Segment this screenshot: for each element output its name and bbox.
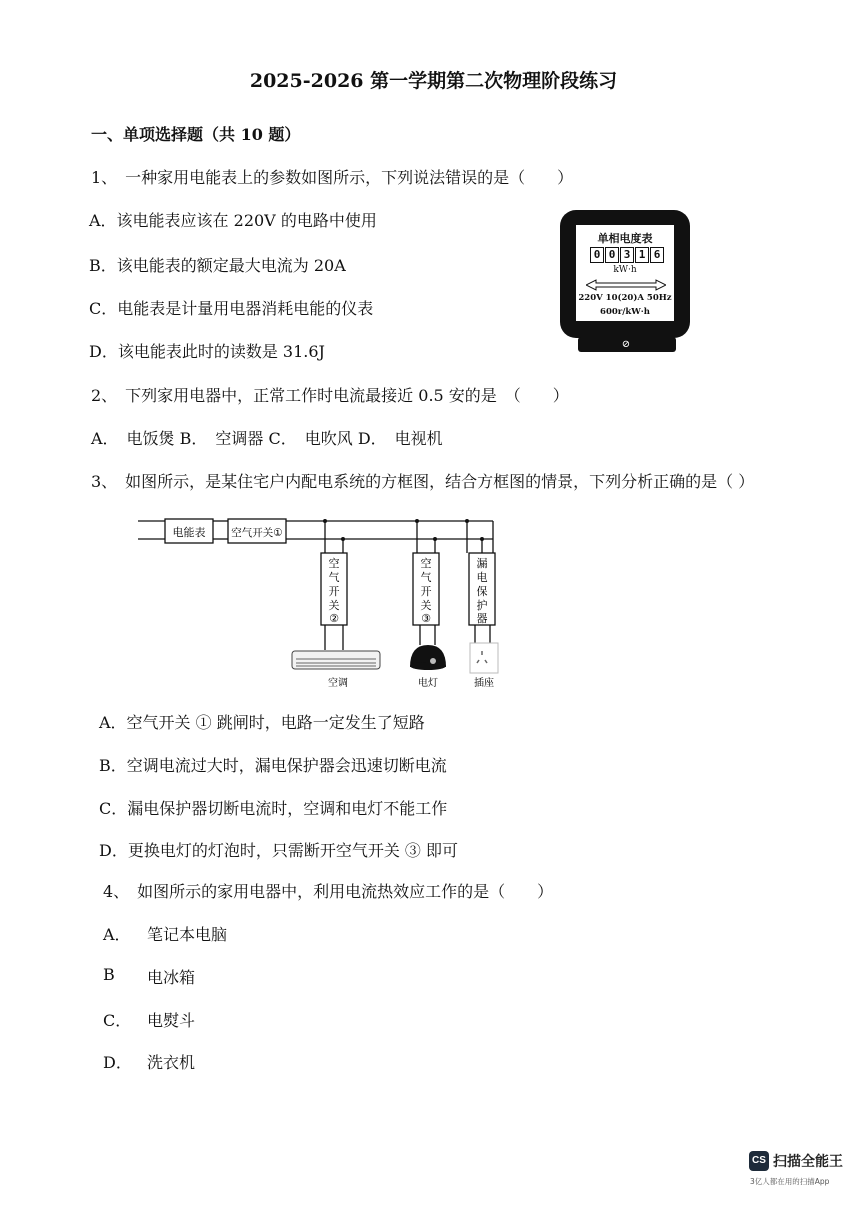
distribution-circuit-diagram <box>130 505 510 693</box>
question-3-option-a: A．空气开关 ① 跳闸时，电路一定发生了短路 <box>99 713 425 732</box>
diagram-switch-3-char: ③ <box>421 612 431 625</box>
question-4-option-d-letter: D． <box>103 1053 132 1072</box>
question-2-text: 2、 下列家用电器中，正常工作时电流最接近 0.5 安的是 （ ） <box>91 386 569 405</box>
diagram-load-lamp-label: 电灯 <box>418 678 438 689</box>
electric-meter-figure <box>560 210 690 338</box>
meter-unit: kW·h <box>613 265 637 275</box>
meter-title: 单相电度表 <box>597 232 653 245</box>
diagram-switch-2-char: ② <box>329 612 339 625</box>
lamp-icon <box>410 645 446 670</box>
socket-icon <box>470 643 498 673</box>
diagram-load-aircon-label: 空调 <box>328 678 348 689</box>
question-4-option-a-letter: A． <box>103 925 131 944</box>
diagram-switch-1-label: 空气开关① <box>231 527 283 539</box>
question-4-option-c-letter: C． <box>103 1011 132 1030</box>
scanner-logo-icon: CS <box>749 1151 769 1171</box>
question-1-text: 1、 一种家用电能表上的参数如图所示，下列说法错误的是（ ） <box>91 168 574 187</box>
question-1-option-c: C．电能表是计量用电器消耗电能的仪表 <box>89 299 374 318</box>
question-4-option-c-text: 电熨斗 <box>147 1011 196 1030</box>
page-title: 2025-2026 第一学期第二次物理阶段练习 <box>249 70 618 92</box>
scanner-app-tagline: 3亿人都在用的扫描App <box>750 1177 830 1186</box>
meter-digit: 0 <box>605 247 619 263</box>
question-2-options: A． 电饭煲 B． 空调器 C． 电吹风 D． 电视机 <box>91 429 443 448</box>
question-4-option-d-text: 洗衣机 <box>147 1053 196 1072</box>
question-4-option-b-letter: B <box>103 965 115 984</box>
meter-digits <box>590 247 665 263</box>
meter-digit: 1 <box>635 247 649 263</box>
question-3-option-b: B．空调电流过大时，漏电保护器会迅速切断电流 <box>99 756 447 775</box>
meter-digit: 0 <box>590 247 604 263</box>
question-4-text: 4、 如图所示的家用电器中，利用电流热效应工作的是（ ） <box>103 882 554 901</box>
question-1-option-d: D．该电能表此时的读数是 31.6J <box>89 342 325 361</box>
diagram-protector-char: 电 <box>476 571 488 584</box>
diagram-protector-char: 器 <box>476 612 488 625</box>
diagram-switch-3-char: 关 <box>420 599 432 612</box>
question-4-option-a-text: 笔记本电脑 <box>147 925 228 944</box>
diagram-protector-char: 保 <box>476 585 488 598</box>
question-3-option-d: D．更换电灯的灯泡时，只需断开空气开关 ③ 即可 <box>99 841 459 860</box>
diagram-switch-2-char: 空 <box>328 557 340 570</box>
question-3-text: 3、 如图所示，是某住宅户内配电系统的方框图，结合方框图的情景，下列分析正确的是（ ） <box>91 472 755 491</box>
diagram-protector-char: 漏 <box>476 557 488 570</box>
diagram-switch-3-char: 气 <box>420 571 432 584</box>
meter-digit: 6 <box>650 247 664 263</box>
diagram-switch-2-char: 气 <box>328 571 340 584</box>
diagram-switch-3-char: 空 <box>420 557 432 570</box>
meter-face <box>574 223 676 323</box>
meter-arrow-icon <box>586 279 666 291</box>
question-3-option-c: C．漏电保护器切断电流时，空调和电灯不能工作 <box>99 799 448 818</box>
diagram-load-socket-label: 插座 <box>474 678 494 689</box>
meter-spec-rating: 220V 10(20)A 50Hz <box>578 293 672 303</box>
diagram-switch-2-char: 关 <box>328 599 340 612</box>
meter-digit: 3 <box>620 247 634 263</box>
diagram-meter-label: 电能表 <box>172 526 206 539</box>
diagram-switch-3-char: 开 <box>420 585 432 598</box>
diagram-switch-2-char: 开 <box>328 585 340 598</box>
meter-spec-constant: 600r/kW·h <box>600 307 650 317</box>
question-1-option-b: B．该电能表的额定最大电流为 20A <box>89 256 346 275</box>
meter-button-icon: ⊘ <box>621 339 631 350</box>
scanner-app-name: 扫描全能王 <box>773 1154 843 1170</box>
air-conditioner-icon <box>292 651 380 669</box>
question-4-option-b-text: 电冰箱 <box>147 968 196 987</box>
question-1-option-a: A．该电能表应该在 220V 的电路中使用 <box>89 211 377 230</box>
section-heading: 一、单项选择题（共 10 题） <box>91 125 301 144</box>
diagram-protector-char: 护 <box>476 599 488 612</box>
